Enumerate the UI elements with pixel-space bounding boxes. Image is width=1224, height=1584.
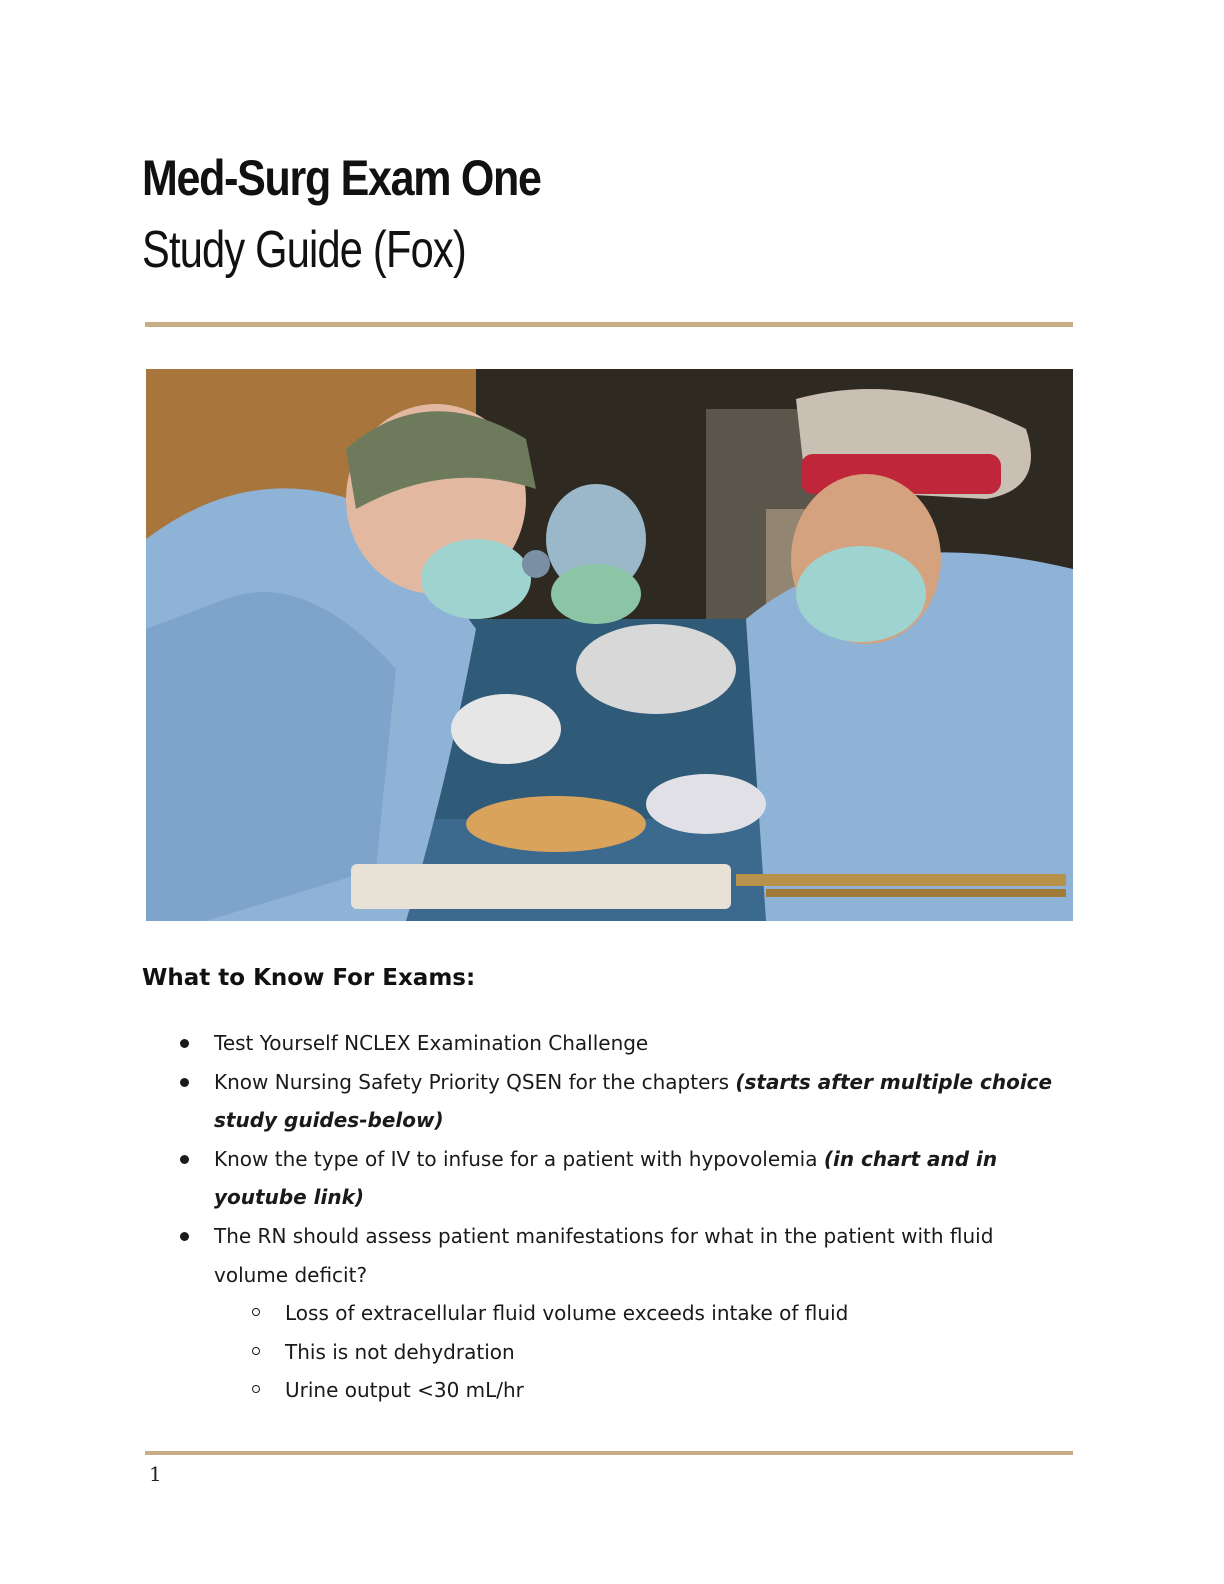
document-subtitle: Study Guide (Fox) [142, 221, 466, 279]
sub-list-item: Loss of extracellular fluid volume exceeds intake of fluid [214, 1294, 1058, 1333]
sub-list [214, 1294, 1058, 1410]
top-divider [145, 322, 1073, 327]
footer-divider [145, 1451, 1073, 1455]
sub-list-item: Urine output <30 mL/hr [214, 1371, 1058, 1410]
sub-list-item: This is not dehydration [214, 1333, 1058, 1372]
emphasis-note: (starts after multiple choice study guides-below) [214, 1069, 1053, 1133]
surgery-photo [146, 369, 1073, 921]
list-item: Test Yourself NCLEX Examination Challenge [178, 1024, 1058, 1063]
list-item: The RN should assess patient manifestations for what in the patient with fluid volume deficit? Loss of extracellular fluid volume exceeds intake of fluid This is not dehydration Urine output <30 mL/hr [178, 1217, 1058, 1410]
page-number: 1 [149, 1462, 162, 1486]
document-title: Med-Surg Exam One [142, 150, 541, 206]
list-item: Know Nursing Safety Priority QSEN for the chapters (starts after multiple choice study guides-below) [178, 1063, 1058, 1140]
section-heading: What to Know For Exams: [142, 965, 476, 991]
bullet-list [178, 1024, 1058, 1410]
list-item: Know the type of IV to infuse for a patient with hypovolemia (in chart and in youtube link) [178, 1140, 1058, 1217]
emphasis-note: (in chart and in youtube link) [214, 1146, 998, 1210]
